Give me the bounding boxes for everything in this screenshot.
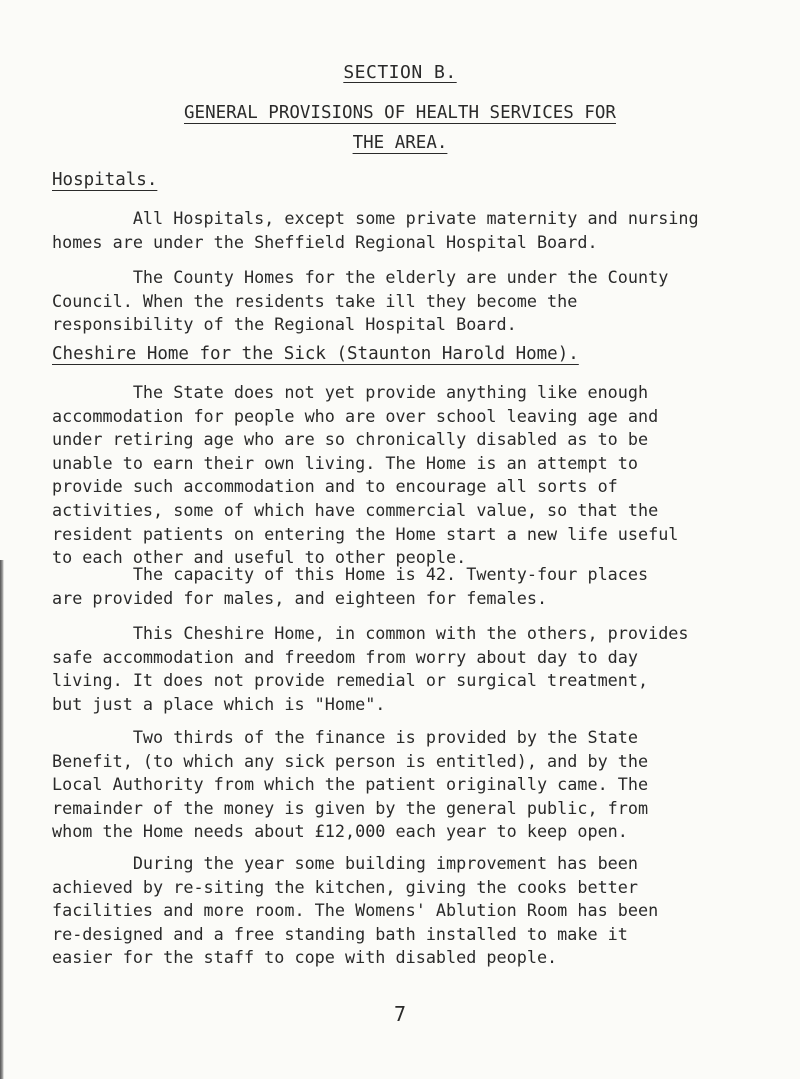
document-title: GENERAL PROVISIONS OF HEALTH SERVICES FOR THE AREA. [184,103,616,153]
cheshire-paragraph-4: Two thirds of the finance is provided by the State Benefit, (to which any sick person is entitled), and by the Local Authority from which the patient originally came. The remainder of the money is given by the general public, from whom the Home needs about £12,000 each year to keep open. [52,727,649,842]
hospitals-paragraph-1: All Hospitals, except some private maternity and nursing homes are under the Sheffield Regional Hospital Board. [52,208,699,252]
hospitals-heading: Hospitals. [52,170,158,190]
section-label: SECTION B. [343,62,457,83]
cheshire-paragraph-5: During the year some building improvement has been achieved by re-siting the kitchen, giving the cooks better facilities and more room. The Womens' Ablution Room has been re-designed and a free standing bath installed to make it easier for the staff to cope with disabled people. [52,853,659,968]
hospitals-paragraph-2: The County Homes for the elderly are under the County Council. When the residents take ill they become the responsibility of the Regional Hospital Board. [52,267,669,335]
page-number: 7 [393,1002,407,1026]
cheshire-paragraph-3: This Cheshire Home, in common with the others, provides safe accommodation and freedom from worry about day to day living. It does not provide remedial or surgical treatment, but just a place which is "Home". [52,623,689,714]
cheshire-paragraph-2: The capacity of this Home is 42. Twenty-four places are provided for males, and eighteen for females. [52,564,649,608]
cheshire-paragraph-1: The State does not yet provide anything like enough accommodation for people who are over school leaving age and under retiring age who are so chronically disabled as to be unable to earn their own living. The Home is an attempt to provide such accommodation and to encourage all sorts of activities, some of which have commercial value, so that the resident patients on entering the Home start a new life useful to each other and useful to other people. [52,382,679,568]
cheshire-home-heading: Cheshire Home for the Sick (Staunton Harold Home). [52,344,579,364]
